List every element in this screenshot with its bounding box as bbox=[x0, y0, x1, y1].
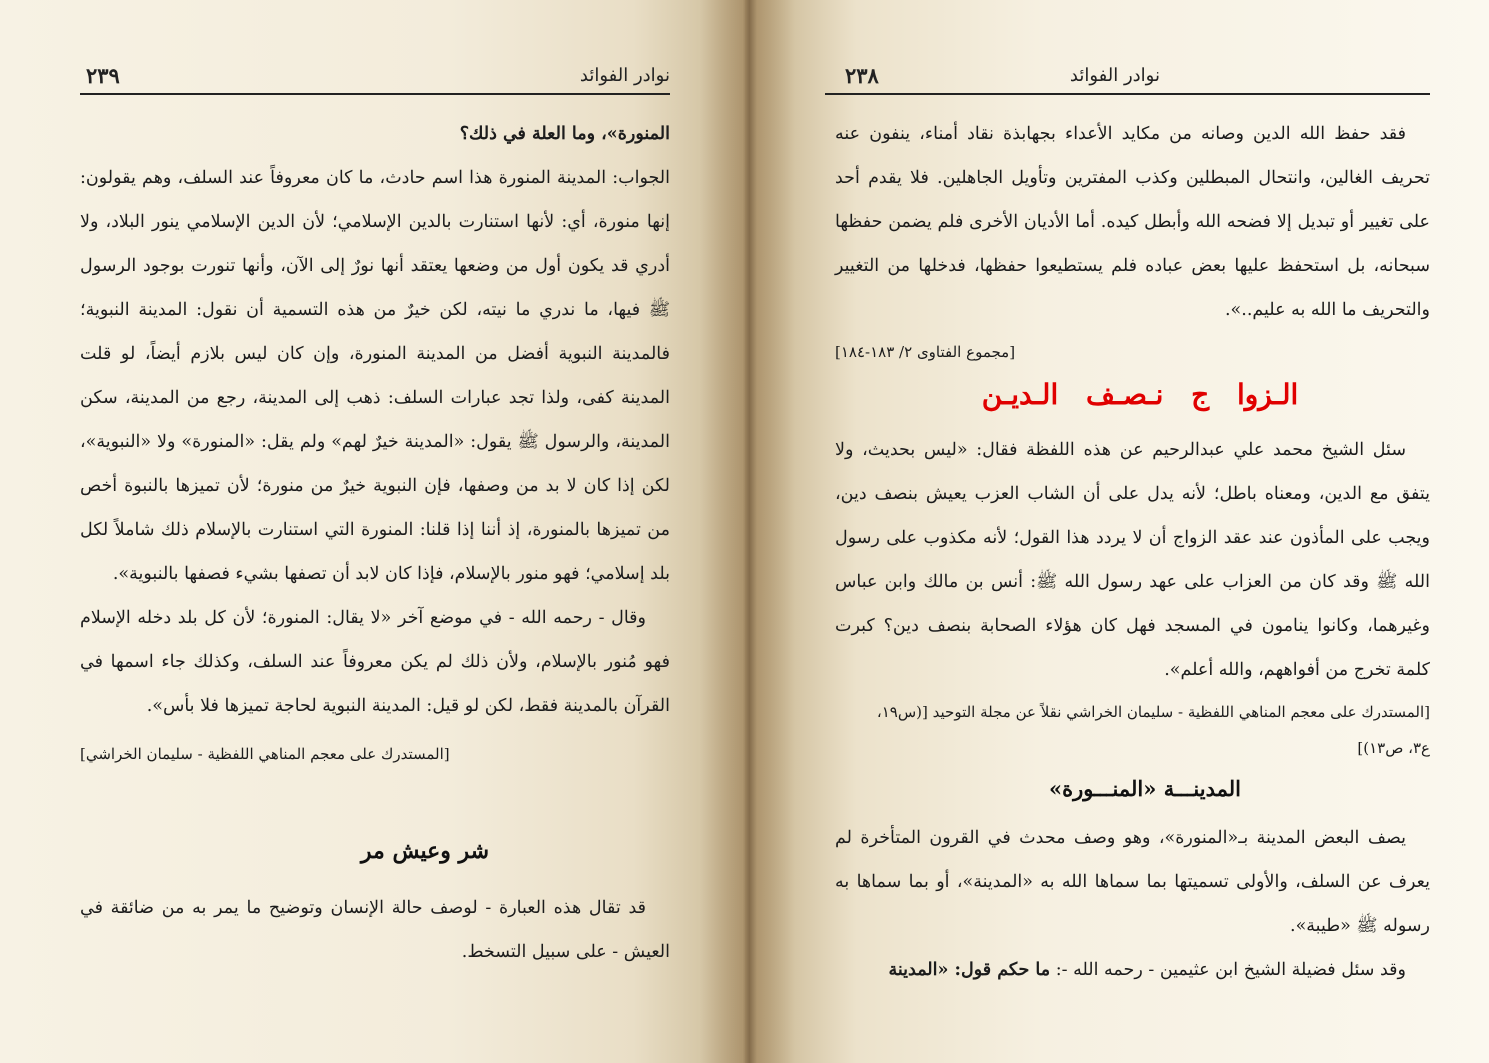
left-second-quote-paragraph: وقال - رحمه الله - في موضع آخر «لا يقال: المنورة؛ لأن كل بلد دخله الإسلام فهو مُنور بالإسلام، ولأن ذلك لم يكن معروفاً عند السلف، وكذلك جاء اسمها في القرآن بالمدينة فقط، لكن لو قيل: المدينة النبوية لحاجة تميزها فلا بأس». bbox=[80, 608, 670, 716]
left-section-heading: شر وعيش مر bbox=[360, 838, 490, 864]
left-citation: [المستدرك على معجم المناهي اللفظية - سليمان الخراشي] bbox=[80, 745, 450, 763]
right-citation-2-line-1: [المستدرك على معجم المناهي اللفظية - سليمان الخراشي نقلاً عن مجلة التوحيد [(س١٩، bbox=[876, 703, 1430, 721]
right-page-number: ٢٣٨ bbox=[845, 63, 879, 88]
right-madina-body bbox=[835, 816, 1430, 992]
right-citation-2-line-2: ع٣، ص١٣)] bbox=[1357, 739, 1430, 757]
left-section-body bbox=[80, 886, 670, 974]
left-answer-paragraph: الجواب: المدينة المنورة هذا اسم حادث، ما كان معروفاً عند السلف، وهم يقولون: إنها منورة، أي: لأنها استنارت بالدين الإسلامي؛ لأن الدين الإسلامي ينور البلاد، ولا أدري قد يكون أول من وضعها يعتقد أنها نورٌ إلى الآن، وأنها تنورت بوجود الرسول ﷺ فيها، ما ندري ما نيته، لكن خيرٌ من هذه التسمية أن نقول: المدينة النبوية؛ فالمدينة النبوية أفضل من المدينة المنورة، وإن كان ليس بلازم أيضاً، لو قلت المدينة كفى، ولذا تجد عبارات السلف: ذهب إلى المدينة، رجع من المدينة، سكن المدينة، والرسول ﷺ يقول: «المدينة خيرٌ لهم» ولم يقل: «المنورة» ولا «النبوية»، لكن إذا كان لا بد من وصفها، فإن النبوية خيرٌ من منورة؛ لأن تميزها بالنبوة أخص من تميزها بالمنورة، إذ أننا إذا قلنا: المنورة التي استنارت بالإسلام ذلك شاملاً لكل بلد إسلامي؛ فهو منور بالإسلام، فإذا كان لابد أن تصفها بشيء فصفها بالنبوية». bbox=[80, 168, 670, 584]
right-page-header bbox=[825, 63, 1430, 95]
right-zawaj-body bbox=[835, 428, 1430, 768]
right-opening-body bbox=[835, 112, 1430, 372]
right-running-title: نوادر الفوائد bbox=[1069, 65, 1160, 86]
left-section-paragraph: قد تقال هذه العبارة - لوصف حالة الإنسان وتوضيح ما يمر به من ضائقة في العيش - على سبيل التسخط. bbox=[80, 898, 670, 962]
right-opening-paragraph: فقد حفظ الله الدين وصانه من مكايد الأعداء بجهابذة نقاد أمناء، ينفون عنه تحريف الغالين، وانتحال المبطلين وكذب المفترين وتأويل الجاهلين. فلا يقدم أحد على تغيير أو تبديل إلا فضحه الله وأبطل كيده. أما الأديان الأخرى فلم يضمن حفظها سبحانه، بل استحفظ عليها بعض عباده فلم يستطيعوا حفظها، فدخلها من التغيير والتحريف ما الله به عليم..». bbox=[835, 124, 1430, 320]
right-last-line-prefix: وقد سئل فضيلة الشيخ ابن عثيمين - رحمه الله -: bbox=[1050, 960, 1406, 980]
right-page bbox=[745, 0, 1489, 1063]
left-question-end: المنورة»، وما العلة في ذلك؟ bbox=[459, 124, 670, 144]
zawaj-red-heading: الـزوا ج نـصـف الـديـن bbox=[981, 378, 1299, 411]
right-citation-1: [مجموع الفتاوى ٢/ ١٨٣-١٨٤] bbox=[835, 343, 1016, 361]
left-page-number: ٢٣٩ bbox=[86, 63, 120, 88]
book-gutter-shadow bbox=[700, 0, 795, 1063]
right-zawaj-paragraph: سئل الشيخ محمد علي عبدالرحيم عن هذه اللفظة فقال: «ليس بحديث، ولا يتفق مع الدين، ومعناه باطل؛ لأنه يدل على أن الشاب العزب يعيش بنصف دين، ويجب على المأذون عند عقد الزواج أن لا يردد هذا القول؛ لأنه مكذوب على رسول الله ﷺ وقد كان من العزاب على عهد رسول الله ﷺ: أنس بن مالك وابن عباس وغيرهما، وكانوا ينامون في المسجد فهل كان هؤلاء الصحابة بنصف دين؟ كبرت كلمة تخرج من أفواههم، والله أعلم». bbox=[835, 440, 1430, 680]
left-page-body bbox=[80, 112, 670, 774]
right-madina-paragraph: يصف البعض المدينة بـ«المنورة»، وهو وصف محدث في القرون المتأخرة لم يعرف عن السلف، والأولى تسميتها بما سماها الله به «المدينة»، أو بما سماها به رسوله ﷺ «طيبة». bbox=[835, 828, 1430, 936]
right-last-line bbox=[835, 948, 1430, 992]
right-last-line-bold: ما حكم قول: «المدينة bbox=[888, 960, 1051, 980]
left-page-header bbox=[80, 63, 670, 95]
right-section-heading: المدينـــة «المنـــورة» bbox=[1048, 776, 1241, 801]
left-running-title: نوادر الفوائد bbox=[579, 65, 670, 86]
